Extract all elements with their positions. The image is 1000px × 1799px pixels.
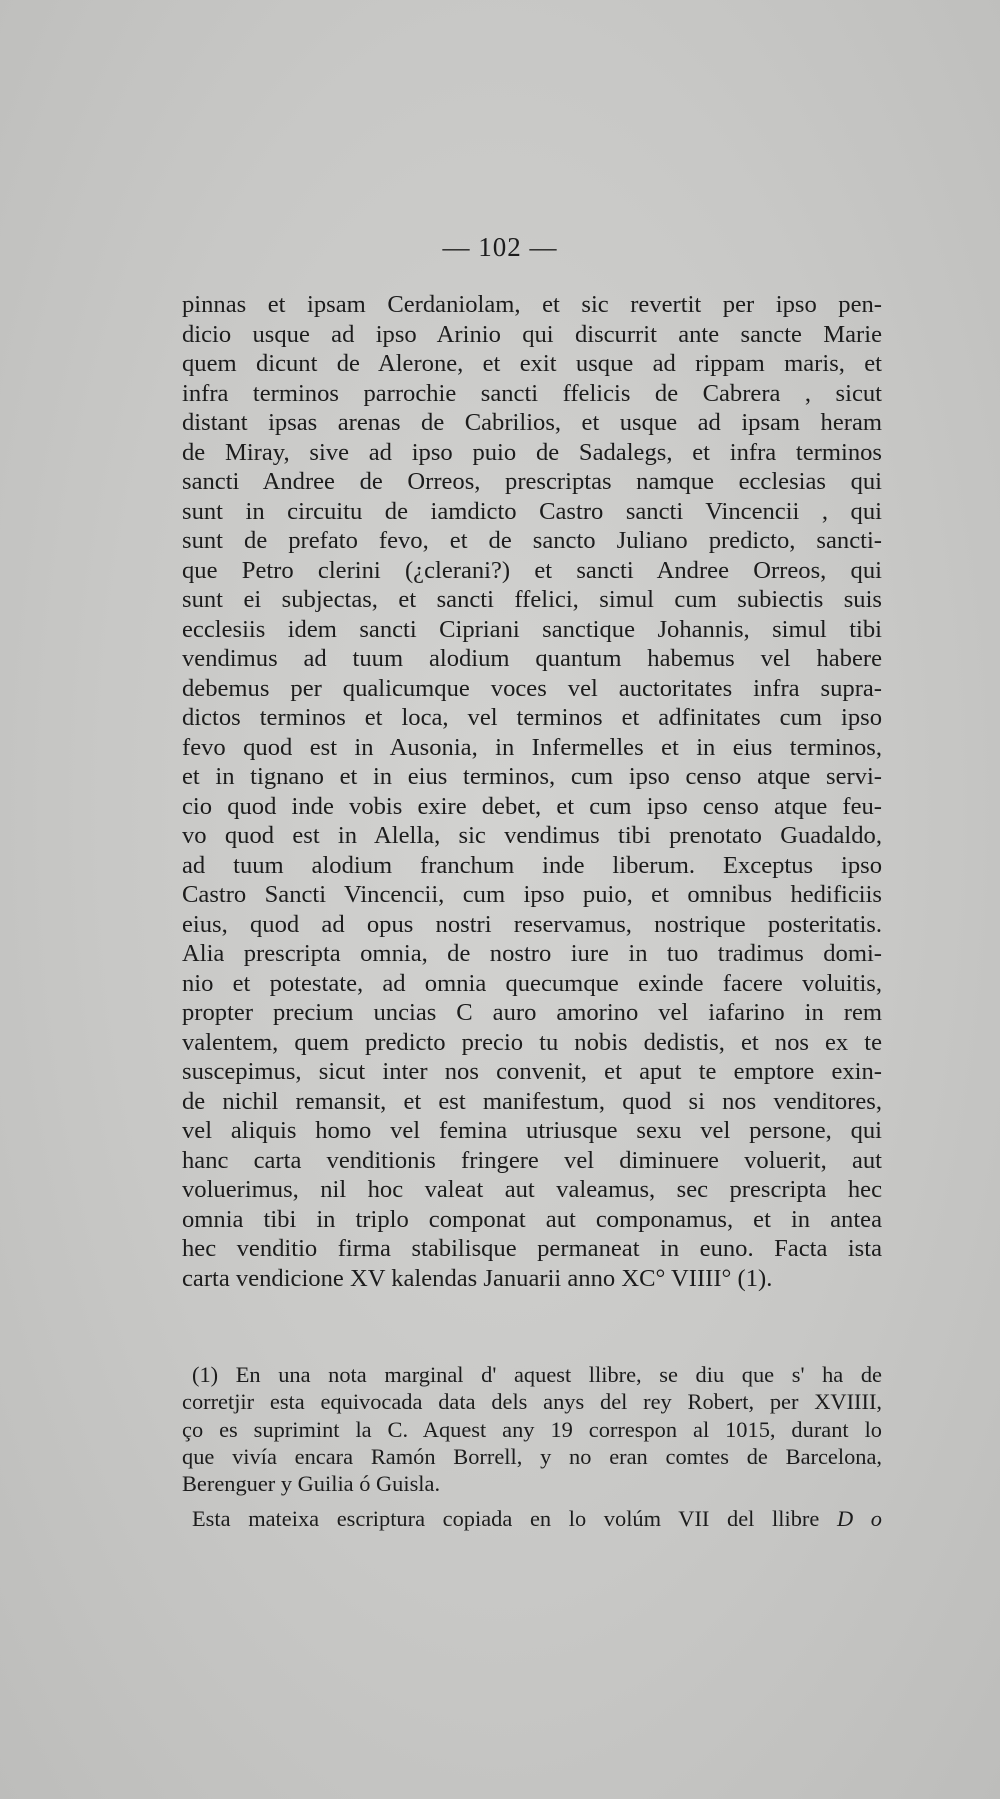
footnote-block	[182, 1361, 882, 1533]
text-line: ecclesiis idem sancti Cipriani sanctique Johannis, simul tibi	[182, 615, 882, 643]
text-line: Castro Sancti Vincencii, cum ipso puio, et omnibus hedificiis	[182, 881, 882, 908]
footnote-line: (1) En una nota marginal d' aquest llibre, se diu que s' ha de	[192, 1362, 882, 1387]
text-line: de nichil remansit, et est manifestum, quod si nos venditores,	[182, 1087, 882, 1115]
footnote-continuation	[182, 1505, 882, 1532]
text-line: sunt de prefato fevo, et de sancto Juliano predicto, sancti-	[182, 527, 882, 554]
text-line: vo quod est in Alella, sic vendimus tibi prenotato Guadaldo,	[182, 822, 882, 849]
text-line: voluerimus, nil hoc valeat aut valeamus, sec prescripta hec	[182, 1176, 882, 1203]
text-line: pinnas et ipsam Cerdaniolam, et sic revertit per ipso pen-	[182, 291, 882, 318]
footnote-line: que vivía encara Ramón Borrell, y no eran comtes de Barcelona,	[182, 1443, 882, 1469]
text-line: cio quod inde vobis exire debet, et cum ipso censo atque feu-	[182, 792, 882, 820]
text-line: dictos terminos et loca, vel terminos et adfinitates cum ipso	[182, 704, 882, 731]
text-line: omnia tibi in triplo componat aut componamus, et in antea	[182, 1205, 882, 1233]
text-line: quem dicunt de Alerone, et exit usque ad rippam maris, et	[182, 350, 882, 377]
main-text-body	[182, 290, 882, 1293]
footnote-continuation-italic: D o	[836, 1506, 882, 1532]
text-line: hec venditio firma stabilisque permaneat in euno. Facta ista	[182, 1235, 882, 1262]
text-line: eius, quod ad opus nostri reservamus, nostrique posteritatis.	[182, 910, 882, 938]
text-line: hanc carta venditionis fringere vel diminuere voluerit, aut	[182, 1146, 882, 1174]
text-line: Alia prescripta omnia, de nostro iure in tuo tradimus domi-	[182, 940, 882, 967]
text-line: vel aliquis homo vel femina utriusque sexu vel persone, qui	[182, 1117, 882, 1144]
page-number: — 102 —	[442, 232, 558, 262]
footnote-continuation-text: Esta mateixa escriptura copiada en lo volúm VII del llibre	[192, 1506, 820, 1532]
text-line: vendimus ad tuum alodium quantum habemus vel habere	[182, 645, 882, 672]
text-line: propter precium uncias C auro amorino vel iafarino in rem	[182, 999, 882, 1026]
text-line: suscepimus, sicut inter nos convenit, et aput te emptore exin-	[182, 1058, 882, 1085]
text-line: debemus per qualicumque voces vel auctoritates infra supra-	[182, 674, 882, 702]
text-line: sancti Andree de Orreos, prescriptas namque ecclesias qui	[182, 468, 882, 495]
footnote-line: Berenguer y Guilia ó Guisla.	[182, 1471, 441, 1497]
footnote-line: ço es suprimint la C. Aquest any 19 correspon al 1015, durant lo	[182, 1416, 882, 1442]
text-line: carta vendicione XV kalendas Januarii anno XC° VIIII° (1).	[182, 1264, 773, 1292]
text-line: que Petro clerini (¿clerani?) et sancti Andree Orreos, qui	[182, 556, 882, 584]
text-line: nio et potestate, ad omnia quecumque exinde facere voluitis,	[182, 969, 882, 997]
text-line: sunt in circuitu de iamdicto Castro sancti Vincencii , qui	[182, 497, 882, 525]
text-line: dicio usque ad ipso Arinio qui discurrit ante sancte Marie	[182, 320, 882, 348]
text-line: de Miray, sive ad ipso puio de Sadalegs, et infra terminos	[182, 438, 882, 466]
text-line: infra terminos parrochie sancti ffelicis de Cabrera , sicut	[182, 379, 882, 407]
footnote-line: corretjir esta equivocada data dels anys del rey Robert, per XVIIII,	[182, 1389, 882, 1415]
text-line: fevo quod est in Ausonia, in Infermelles et in eius terminos,	[182, 733, 882, 761]
text-line: ad tuum alodium franchum inde liberum. Exceptus ipso	[182, 851, 882, 879]
text-line: valentem, quem predicto precio tu nobis dedistis, et nos ex te	[182, 1028, 882, 1056]
text-line: et in tignano et in eius terminos, cum ipso censo atque servi-	[182, 763, 882, 790]
text-line: distant ipsas arenas de Cabrilios, et usque ad ipsam heram	[182, 409, 882, 436]
text-line: sunt ei subjectas, et sancti ffelici, simul cum subiectis suis	[182, 586, 882, 613]
